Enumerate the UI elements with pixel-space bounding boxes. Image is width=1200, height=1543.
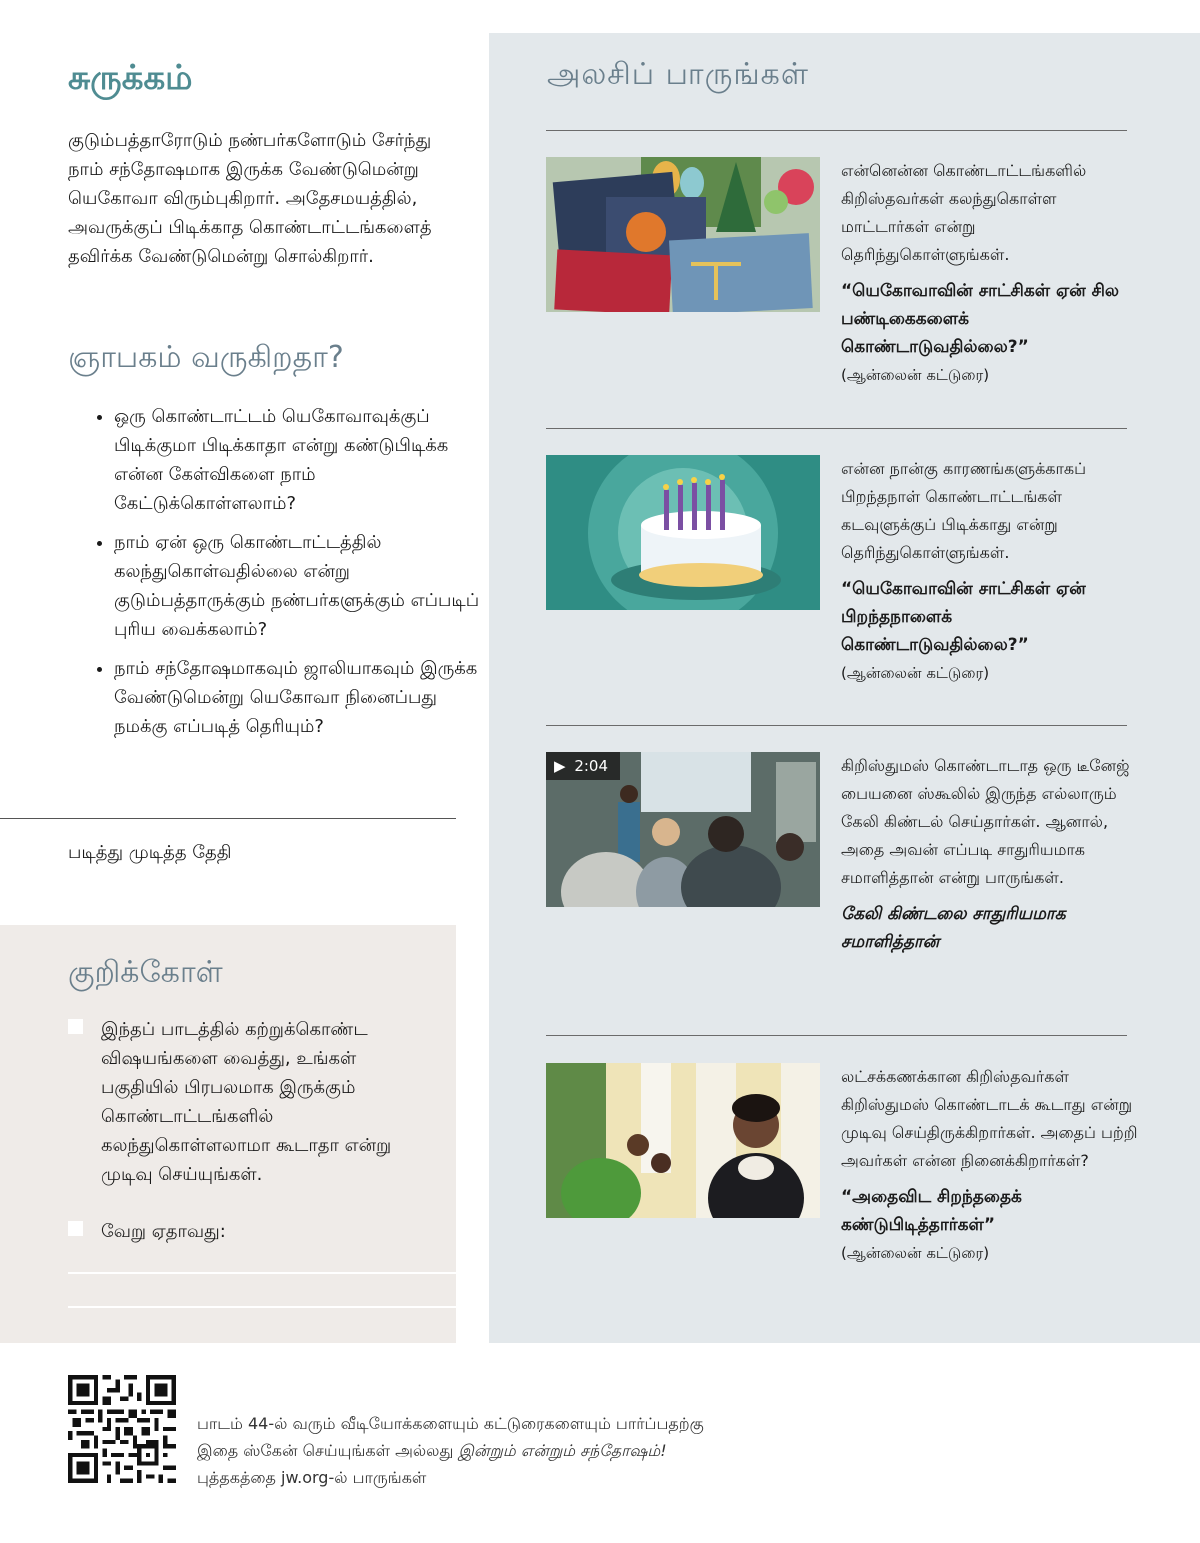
divider <box>546 428 1127 429</box>
explore-panel <box>489 33 1200 1343</box>
divider <box>546 130 1127 131</box>
footer <box>0 1343 1200 1543</box>
testimony-thumbnail[interactable] <box>546 1063 820 1218</box>
left-column <box>0 0 480 925</box>
play-icon: ▶ <box>554 757 566 775</box>
card-text <box>841 455 1141 685</box>
divider <box>546 725 1127 726</box>
card-text <box>841 752 1141 956</box>
article-type: (ஆன்லைன் கட்டுரை) <box>841 1244 990 1262</box>
list-item: • நாம் ஏன் ஒரு கொண்டாட்டத்தில் கலந்துகொள்வதில்லை என்று குடும்பத்தாருக்கும் நண்பர்களுக்கும் எப்படிப் புரிய வைக்கலாம்? <box>114 528 484 644</box>
article-type: (ஆன்லைன் கட்டுரை) <box>841 366 990 384</box>
video-duration: 2:04 <box>574 757 609 775</box>
remember-title: ஞாபகம் வருகிறதா? <box>68 340 344 375</box>
article-link[interactable]: “யெகோவாவின் சாட்சிகள் ஏன் சில பண்டிகைகளைக் கொண்டாடுவதில்லை?” <box>841 281 1120 357</box>
article-type: (ஆன்லைன் கட்டுரை) <box>841 664 990 682</box>
card-text <box>841 1063 1141 1265</box>
list-item: • நாம் சந்தோஷமாகவும் ஜாலியாகவும் இருக்க வேண்டுமென்று யெகோவா நினைப்பது நமக்கு எப்படித் தெரியும்? <box>114 654 484 741</box>
footer-text-part: பாடம் 44-ல் வரும் வீடியோக்களையும் கட்டுரைகளையும் பார்ப்பதற்கு இதை ஸ்கேன் செய்யுங்கள் அல்லது <box>197 1414 704 1460</box>
holidays-collage-image <box>546 157 820 312</box>
summary-text: குடும்பத்தாரோடும் நண்பர்களோடும் சேர்ந்து நாம் சந்தோஷமாக இருக்க வேண்டுமென்று யெகோவா விரும்புகிறார். அதேசமயத்தில், அவருக்குப் பிடிக்காத கொண்டாட்டங்களைத் தவிர்க்க வேண்டுமென்று சொல்கிறார். <box>68 130 432 267</box>
card-description: என்னென்ன கொண்டாட்டங்களில் கிறிஸ்தவர்கள் கலந்துகொள்ள மாட்டார்கள் என்று தெரிந்துகொள்ளுங்கள். <box>841 161 1087 264</box>
goal-box <box>0 925 456 1343</box>
smiling-woman-image <box>546 1063 820 1218</box>
divider <box>546 1035 1127 1036</box>
article-link[interactable]: “யெகோவாவின் சாட்சிகள் ஏன் பிறந்தநாளைக் கொண்டாடுவதில்லை?” <box>841 579 1086 655</box>
goal-text: இந்தப் பாடத்தில் கற்றுக்கொண்ட விஷயங்களை வைத்து, உங்கள் பகுதியில் பிரபலமாக இருக்கும் கொண்டாட்டங்களில் கலந்துகொள்ளலாமா கூடாதா என்று முடிவு செய்யுங்கள். <box>101 1019 392 1185</box>
article-link[interactable]: “அதைவிட சிறந்ததைக் கண்டுபிடித்தார்கள்” <box>841 1187 1022 1235</box>
footer-text-part: புத்தகத்தை jw.org-ல் பாருங்கள் <box>197 1468 427 1487</box>
goal-item-other[interactable] <box>68 1217 438 1246</box>
goal-text-other: வேறு ஏதாவது: <box>101 1221 226 1242</box>
goal-title: குறிக்கோள் <box>68 955 223 990</box>
card-description: கிறிஸ்துமஸ் கொண்டாடாத ஒரு டீனேஜ் பையனை ஸ்கூலில் இருந்த எல்லாரும் கேலி கிண்டல் செய்தார்கள். ஆனால், அதை அவன் எப்படி சாதுரியமாக சமாளித்தான் என்று பாருங்கள். <box>841 756 1130 887</box>
goal-item[interactable] <box>68 1015 438 1189</box>
card-description: என்ன நான்கு காரணங்களுக்காகப் பிறந்தநாள் கொண்டாட்டங்கள் கடவுளுக்குப் பிடிக்காது என்று தெரிந்துகொள்ளுங்கள். <box>841 459 1087 562</box>
holidays-thumbnail[interactable] <box>546 157 820 312</box>
summary-title: சுருக்கம் <box>68 58 193 98</box>
date-completed-label: படித்து முடித்த தேதி <box>68 842 232 863</box>
birthday-thumbnail[interactable] <box>546 455 820 610</box>
goal-checkbox[interactable] <box>68 1221 83 1236</box>
card-text <box>841 157 1141 387</box>
write-line[interactable] <box>68 1272 456 1274</box>
qr-code[interactable] <box>68 1375 176 1483</box>
remember-list <box>92 402 484 751</box>
list-item: • ஒரு கொண்டாட்டம் யெகோவாவுக்குப் பிடிக்குமா பிடிக்காதா என்று கண்டுபிடிக்க என்ன கேள்விகளை நாம் கேட்டுக்கொள்ளலாம்? <box>114 402 484 518</box>
goal-checkbox[interactable] <box>68 1019 83 1034</box>
birthday-cake-image <box>546 455 820 610</box>
footer-text <box>197 1410 717 1491</box>
video-duration-badge[interactable] <box>546 752 620 780</box>
write-line[interactable] <box>68 1306 456 1308</box>
explore-title: அலசிப் பாருங்கள் <box>547 57 809 92</box>
video-thumbnail[interactable] <box>546 752 820 907</box>
video-link[interactable]: கேலி கிண்டலை சாதுரியமாக சமாளித்தான் <box>841 904 1066 952</box>
divider <box>0 818 456 819</box>
book-title: இன்றும் என்றும் சந்தோஷம்! <box>458 1441 667 1460</box>
card-description: லட்சக்கணக்கான கிறிஸ்தவர்கள் கிறிஸ்துமஸ் கொண்டாடக் கூடாது என்று முடிவு செய்திருக்கிறார்கள். அதைப் பற்றி அவர்கள் என்ன நினைக்கிறார்கள்? <box>841 1067 1138 1170</box>
